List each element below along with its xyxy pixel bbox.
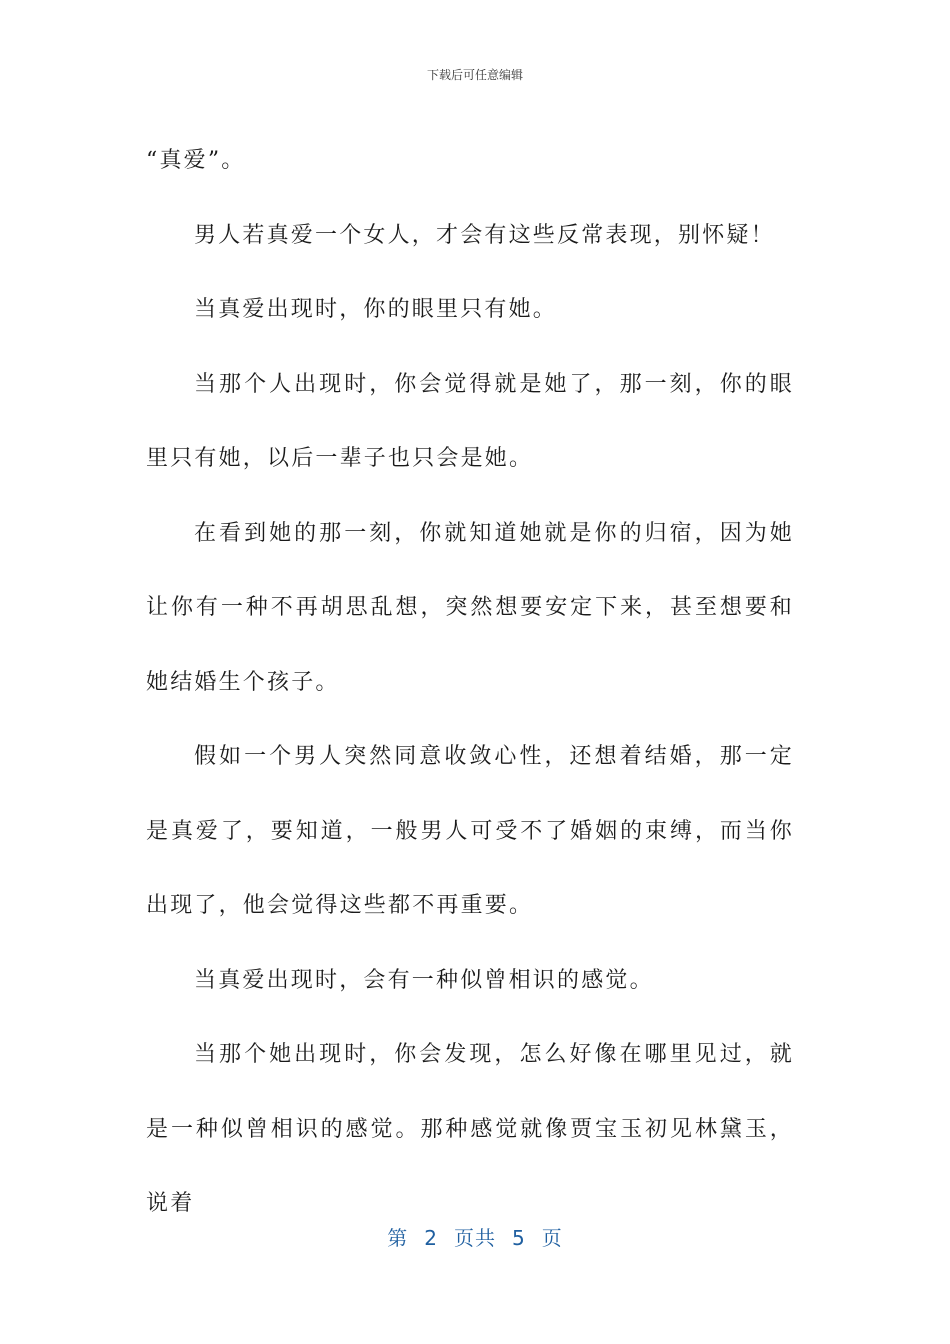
total-pages-number: 5 <box>512 1226 526 1250</box>
page-footer <box>0 1222 950 1251</box>
paragraph: 当那个她出现时，你会发现，怎么好像在哪里见过，就是一种似曾相识的感觉。那种感觉就像贾宝玉初见林黛玉，说着 <box>146 1042 794 1216</box>
document-body <box>146 124 794 1242</box>
paragraph: “真爱”。 <box>146 148 246 173</box>
footer-prefix: 第 <box>387 1226 409 1250</box>
footer-suffix: 页 <box>541 1226 563 1250</box>
paragraph: 当真爱出现时，会有一种似曾相识的感觉。 <box>194 967 654 993</box>
paragraph: 男人若真爱一个女人，才会有这些反常表现，别怀疑！ <box>194 222 775 248</box>
paragraph: 在看到她的那一刻，你就知道她就是你的归宿，因为她让你有一种不再胡思乱想，突然想要安定下来，甚至想要和她结婚生个孩子。 <box>146 520 794 695</box>
footer-middle: 页共 <box>454 1226 496 1250</box>
current-page-number: 2 <box>424 1226 438 1250</box>
paragraph: 当那个人出现时，你会觉得就是她了，那一刻，你的眼里只有她，以后一辈子也只会是她。 <box>146 371 794 471</box>
paragraph: 假如一个男人突然同意收敛心性，还想着结婚，那一定是真爱了，要知道，一般男人可受不了婚姻的束缚，而当你出现了，他会觉得这些都不再重要。 <box>146 744 794 918</box>
paragraph: 当真爱出现时，你的眼里只有她。 <box>194 297 558 322</box>
page-header: 下载后可任意编辑 <box>426 68 523 82</box>
